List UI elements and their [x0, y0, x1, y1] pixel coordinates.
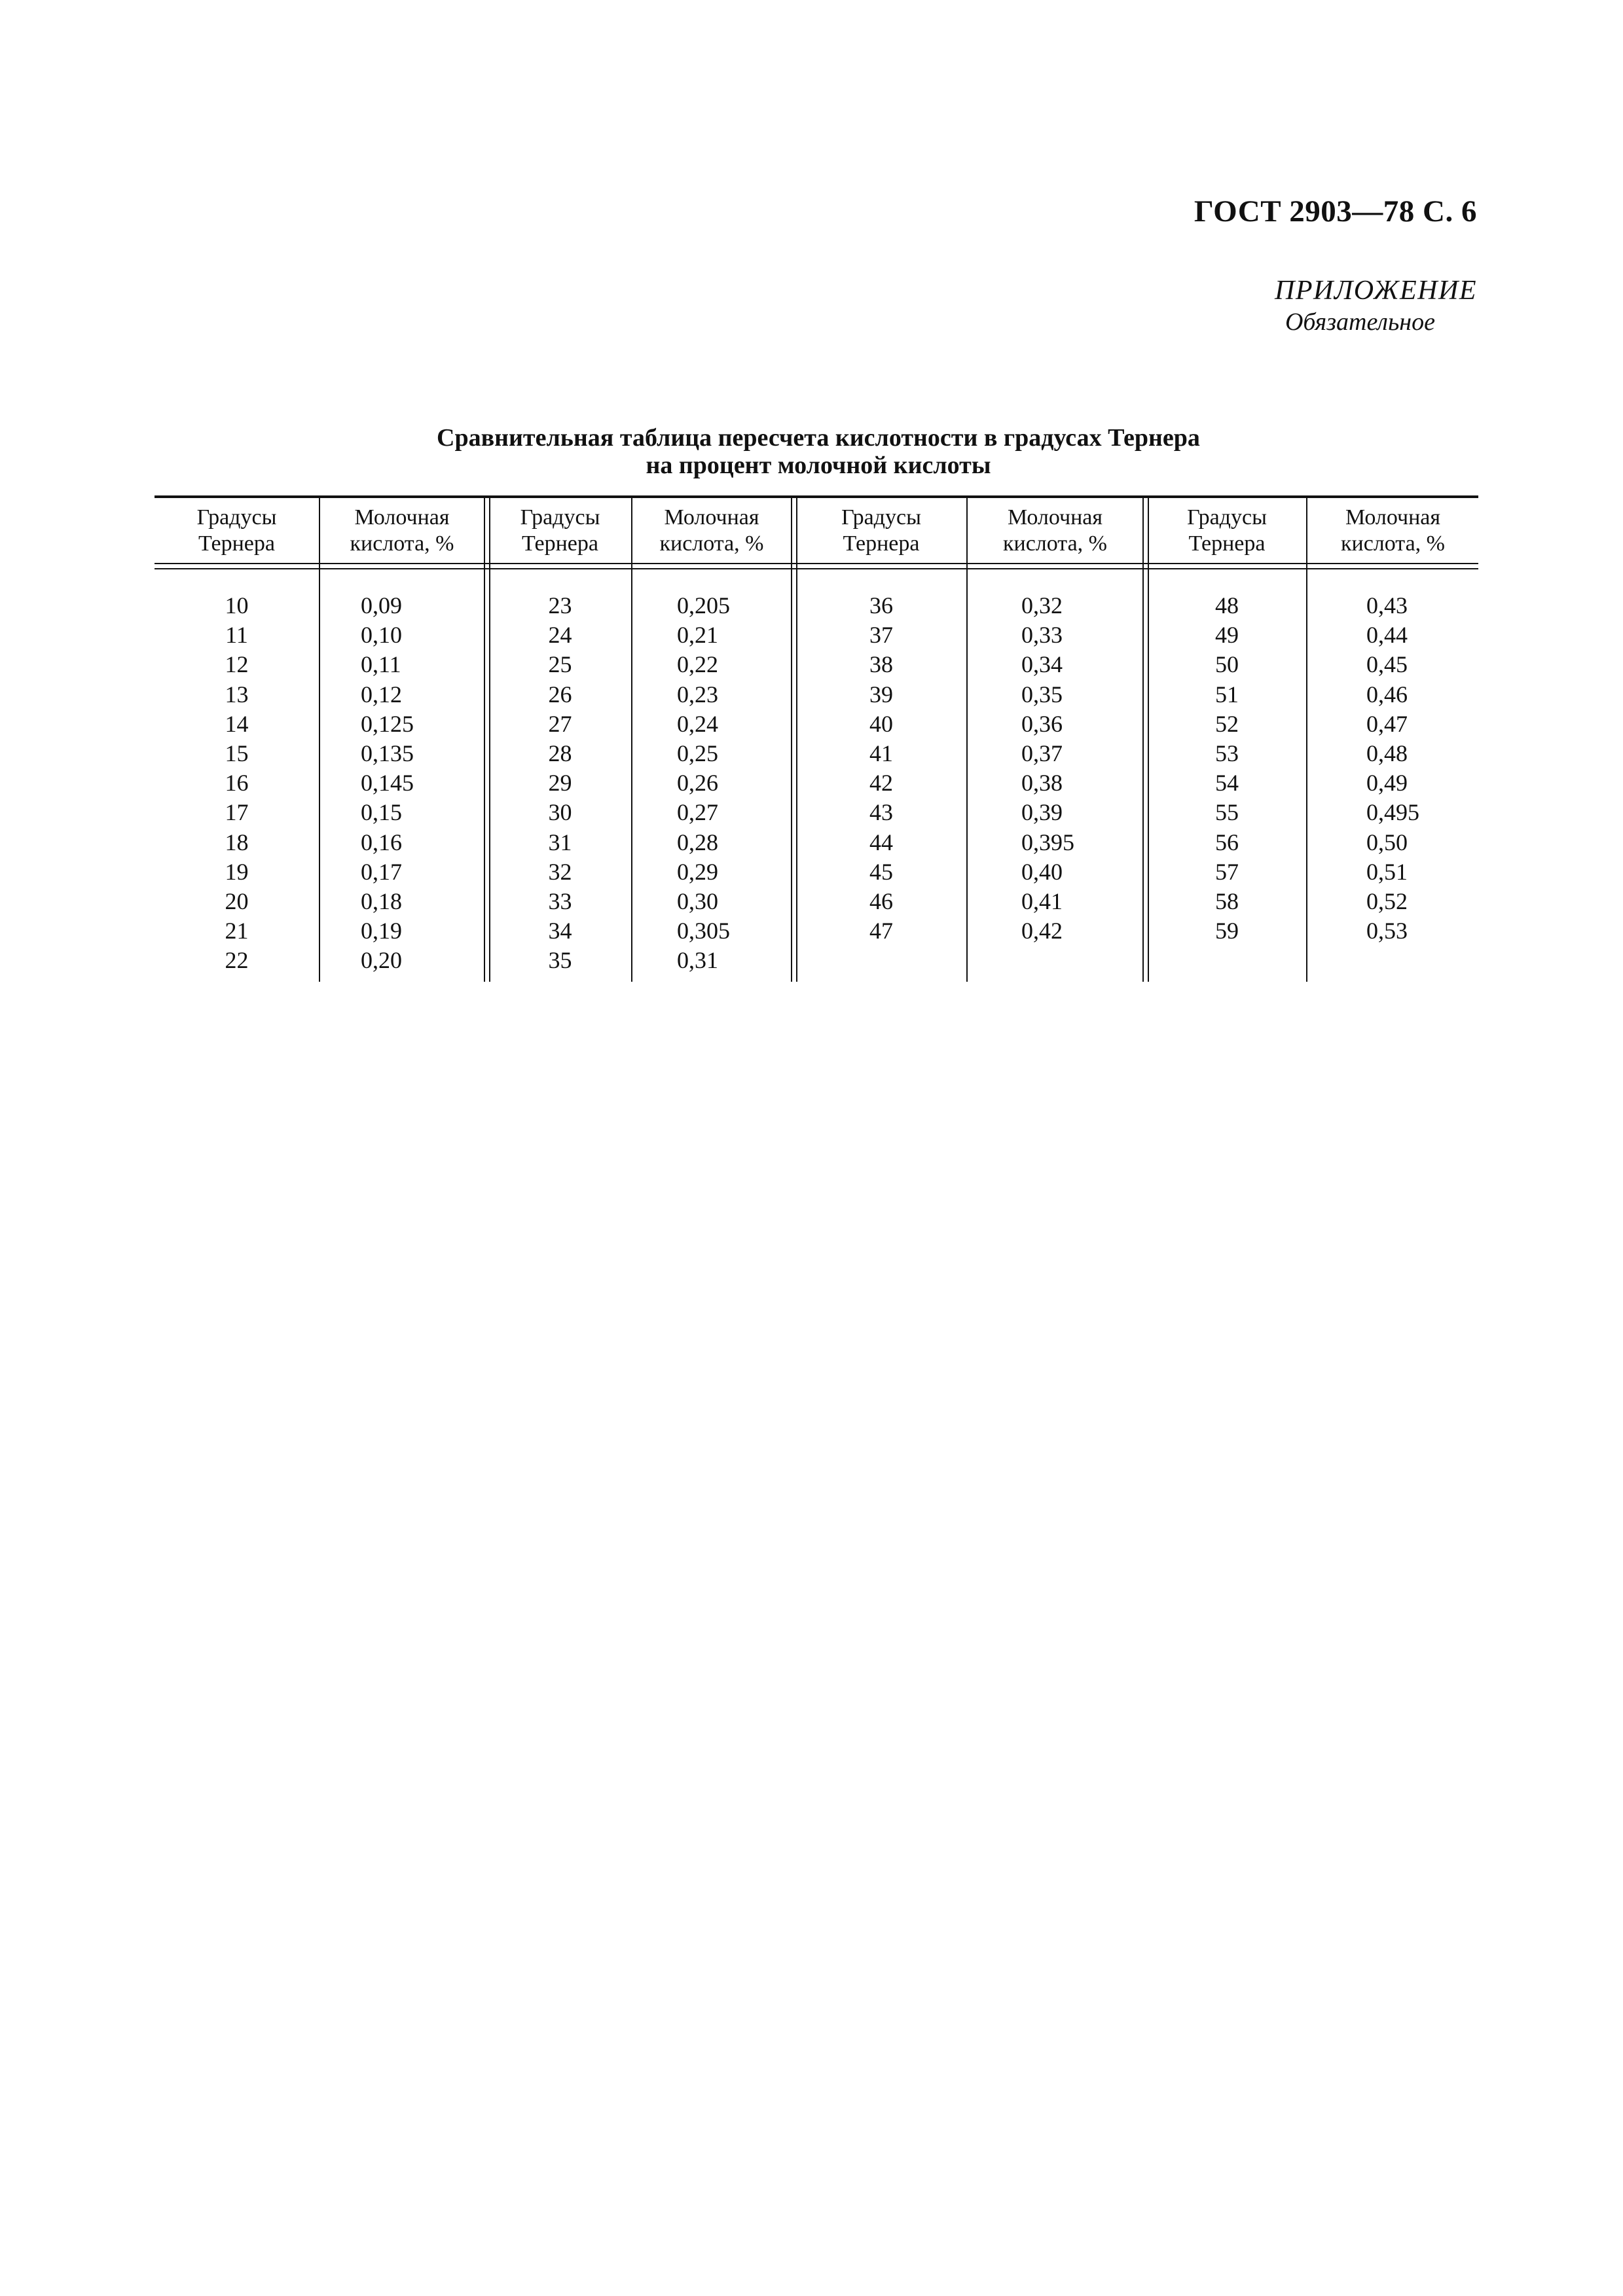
- table-cell: 57: [1215, 858, 1239, 885]
- table-cell: 0,33: [1021, 622, 1063, 649]
- table-cell: 0,39: [1021, 799, 1063, 826]
- table-cell: 42: [869, 770, 893, 797]
- table-cell: 58: [1215, 888, 1239, 914]
- table-cell: 44: [869, 829, 893, 855]
- header-line: Молочная: [354, 505, 450, 529]
- appendix-status: Обязательное: [1285, 308, 1435, 336]
- header-line: кислота, %: [350, 531, 454, 556]
- acid-column: [968, 498, 1142, 944]
- degrees-column: [489, 498, 631, 974]
- column-header-acid: [1307, 498, 1478, 563]
- table-header-rule: [155, 563, 1478, 569]
- header-line: Градусы: [196, 505, 277, 529]
- table-cell: 0,395: [1021, 829, 1074, 855]
- table-cell: 50: [1215, 651, 1239, 678]
- table-cell: 0,29: [677, 858, 718, 885]
- table-cell: 36: [869, 592, 893, 619]
- table-cell: 22: [225, 947, 249, 974]
- table-cell: 0,25: [677, 740, 718, 766]
- table-cell: 12: [225, 651, 249, 678]
- column-divider: [966, 498, 968, 982]
- acid-column: [1307, 498, 1478, 944]
- acid-values: [1366, 591, 1537, 946]
- column-header-acid: [968, 498, 1142, 563]
- acid-column: [632, 498, 791, 974]
- table-cell: 0,31: [677, 947, 718, 974]
- table-cell: 10: [225, 592, 249, 619]
- table-cell: 0,135: [361, 740, 414, 766]
- degrees-values: [155, 591, 319, 975]
- table-cell: 0,22: [677, 651, 718, 678]
- column-header-degrees: [155, 498, 319, 563]
- table-cell: 0,37: [1021, 740, 1063, 766]
- table-title-line-2: на процент молочной кислоты: [646, 452, 991, 479]
- degrees-values: [796, 591, 966, 946]
- table-cell: 20: [225, 888, 249, 914]
- table-cell: 0,21: [677, 622, 718, 649]
- table-cell: 0,26: [677, 770, 718, 797]
- table-cell: 0,10: [361, 622, 402, 649]
- table-cell: 51: [1215, 681, 1239, 708]
- table-cell: 0,28: [677, 829, 718, 855]
- table-cell: 0,12: [361, 681, 402, 708]
- table-cell: 49: [1215, 622, 1239, 649]
- table-cell: 55: [1215, 799, 1239, 826]
- column-header-degrees: [1148, 498, 1306, 563]
- table-cell: 11: [225, 622, 248, 649]
- table-cell: 0,30: [677, 888, 718, 914]
- table-cell: 33: [548, 888, 572, 914]
- table-cell: 21: [225, 918, 249, 944]
- table-cell: 0,27: [677, 799, 718, 826]
- page-header-doc-ref: ГОСТ 2903—78 С. 6: [1194, 194, 1477, 228]
- acid-values: [320, 591, 484, 975]
- table-cell: 0,50: [1366, 829, 1408, 855]
- table-cell: 30: [548, 799, 572, 826]
- header-line: Молочная: [664, 505, 759, 529]
- table-cell: 0,41: [1021, 888, 1063, 914]
- table-cell: 0,49: [1366, 770, 1408, 797]
- table-cell: 19: [225, 858, 249, 885]
- table-cell: 0,09: [361, 592, 402, 619]
- table-cell: 24: [548, 622, 572, 649]
- table-cell: 0,52: [1366, 888, 1408, 914]
- table-cell: 54: [1215, 770, 1239, 797]
- table-cell: 0,17: [361, 858, 402, 885]
- column-divider: [631, 498, 632, 982]
- table-cell: 56: [1215, 829, 1239, 855]
- table-cell: 43: [869, 799, 893, 826]
- column-header-acid: [632, 498, 791, 563]
- table-cell: 53: [1215, 740, 1239, 766]
- degrees-values: [1148, 591, 1306, 946]
- table-cell: 23: [548, 592, 572, 619]
- header-line: Тернера: [1188, 531, 1266, 556]
- header-line: Тернера: [522, 531, 598, 556]
- table-cell: 0,16: [361, 829, 402, 855]
- table-cell: 35: [548, 947, 572, 974]
- table-cell: 0,46: [1366, 681, 1408, 708]
- table-cell: 0,48: [1366, 740, 1408, 766]
- conversion-table: [155, 495, 1478, 982]
- degrees-column: [796, 498, 966, 944]
- table-cell: 0,53: [1366, 918, 1408, 944]
- column-header-acid: [320, 498, 484, 563]
- table-cell: 39: [869, 681, 893, 708]
- table-cell: 0,47: [1366, 710, 1408, 737]
- table-cell: 0,18: [361, 888, 402, 914]
- degrees-column: [1148, 498, 1306, 944]
- degrees-column: [155, 498, 319, 974]
- table-title-line-1: Сравнительная таблица пересчета кислотности в градусах Тернера: [437, 424, 1200, 452]
- header-line: Градусы: [520, 505, 600, 529]
- header-line: кислота, %: [1002, 531, 1107, 556]
- table-title: [160, 424, 1476, 479]
- table-cell: 16: [225, 770, 249, 797]
- header-line: Молочная: [1345, 505, 1441, 529]
- table-cell: 0,38: [1021, 770, 1063, 797]
- table-cell: 34: [548, 918, 572, 944]
- table-cell: 0,24: [677, 710, 718, 737]
- table-cell: 0,205: [677, 592, 730, 619]
- table-cell: 31: [548, 829, 572, 855]
- table-cell: 25: [548, 651, 572, 678]
- table-cell: 0,495: [1366, 799, 1419, 826]
- table-cell: 47: [869, 918, 893, 944]
- table-cell: 0,35: [1021, 681, 1063, 708]
- table-cell: 0,51: [1366, 858, 1408, 885]
- table-cell: 0,20: [361, 947, 402, 974]
- header-line: кислота, %: [1340, 531, 1445, 556]
- table-cell: 41: [869, 740, 893, 766]
- table-cell: 48: [1215, 592, 1239, 619]
- table-cell: 26: [548, 681, 572, 708]
- table-cell: 59: [1215, 918, 1239, 944]
- header-line: кислота, %: [659, 531, 764, 556]
- header-line: Тернера: [198, 531, 275, 556]
- table-cell: 45: [869, 858, 893, 885]
- header-line: Тернера: [843, 531, 920, 556]
- table-cell: 0,43: [1366, 592, 1408, 619]
- table-cell: 32: [548, 858, 572, 885]
- table-cell: 15: [225, 740, 249, 766]
- table-cell: 0,145: [361, 770, 414, 797]
- table-cell: 28: [548, 740, 572, 766]
- appendix-label: ПРИЛОЖЕНИЕ: [1275, 276, 1477, 306]
- table-cell: 0,125: [361, 710, 414, 737]
- acid-column: [320, 498, 484, 974]
- table-cell: 38: [869, 651, 893, 678]
- table-cell: 0,23: [677, 681, 718, 708]
- table-cell: 0,19: [361, 918, 402, 944]
- table-cell: 40: [869, 710, 893, 737]
- header-line: Молочная: [1007, 505, 1103, 529]
- table-cell: 18: [225, 829, 249, 855]
- table-cell: 0,15: [361, 799, 402, 826]
- header-line: Градусы: [841, 505, 921, 529]
- table-cell: 17: [225, 799, 249, 826]
- table-cell: 0,40: [1021, 858, 1063, 885]
- table-cell: 0,45: [1366, 651, 1408, 678]
- table-cell: 14: [225, 710, 249, 737]
- table-cell: 0,42: [1021, 918, 1063, 944]
- table-cell: 0,11: [361, 651, 401, 678]
- table-cell: 0,32: [1021, 592, 1063, 619]
- table-cell: 27: [548, 710, 572, 737]
- degrees-values: [489, 591, 631, 975]
- table-cell: 52: [1215, 710, 1239, 737]
- table-cell: 13: [225, 681, 249, 708]
- table-cell: 37: [869, 622, 893, 649]
- column-header-degrees: [796, 498, 966, 563]
- header-line: Градусы: [1187, 505, 1267, 529]
- table-cell: 0,36: [1021, 710, 1063, 737]
- column-divider: [1306, 498, 1307, 982]
- table-cell: 0,44: [1366, 622, 1408, 649]
- column-header-degrees: [489, 498, 631, 563]
- table-cell: 0,305: [677, 918, 730, 944]
- table-cell: 0,34: [1021, 651, 1063, 678]
- table-cell: 29: [548, 770, 572, 797]
- table-cell: 46: [869, 888, 893, 914]
